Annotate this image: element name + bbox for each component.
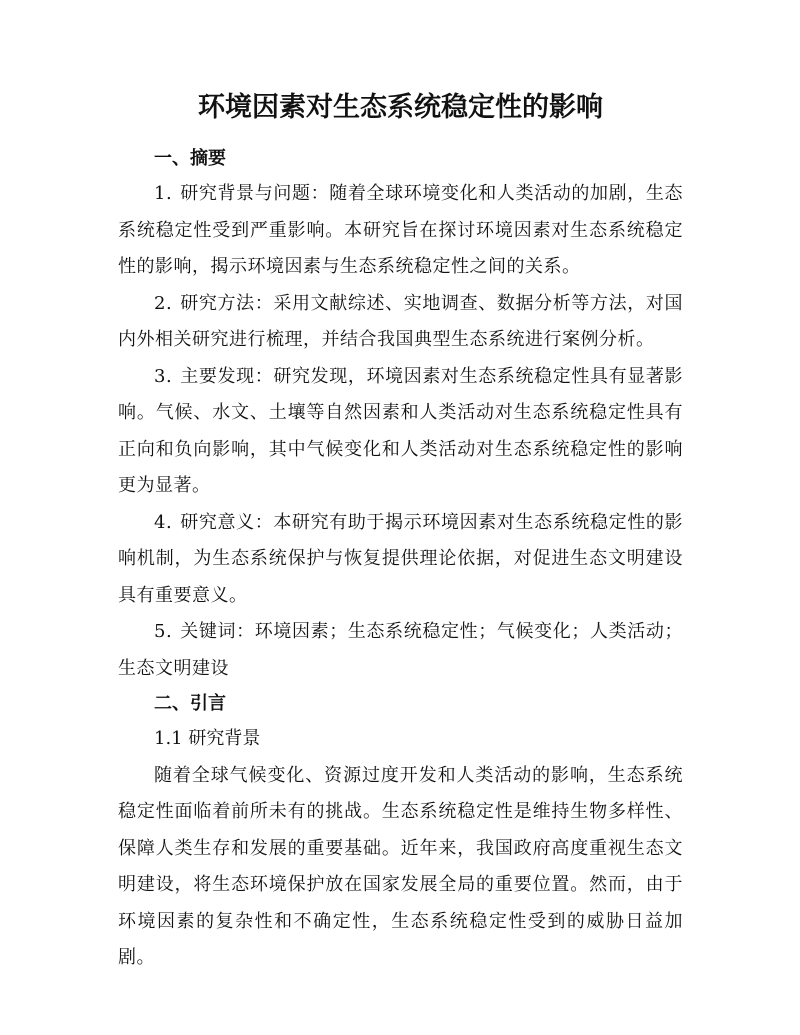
introduction-heading: 二、引言 (154, 693, 226, 714)
abstract-item-text: 关键词：环境因素；生态系统稳定性；气候变化；人类活动；生态文明建设 (118, 621, 683, 679)
abstract-item-text: 研究意义：本研究有助于揭示环境因素对生态系统稳定性的影响机制，为生态系统保护与恢复提供理论依据，对促进生态文明建设具有重要意义。 (118, 511, 683, 606)
document-title: 环境因素对生态系统稳定性的影响 (198, 92, 603, 123)
abstract-item-text: 主要发现：研究发现，环境因素对生态系统稳定性具有显著影响。气候、水文、土壤等自然因素和人类活动对生态系统稳定性具有正向和负向影响，其中气候变化和人类活动对生态系统稳定性的影响更为显著。 (118, 365, 683, 496)
abstract-item-1 (118, 176, 683, 286)
abstract-item-number: 2. (154, 292, 173, 314)
abstract-item-4 (118, 505, 683, 615)
abstract-item-2 (118, 286, 683, 359)
abstract-item-text: 研究背景与问题：随着全球环境变化和人类活动的加剧，生态系统稳定性受到严重影响。本研究旨在探讨环境因素对生态系统稳定性的影响，揭示环境因素与生态系统稳定性之间的关系。 (118, 183, 683, 277)
abstract-item-number: 5. (154, 621, 173, 642)
abstract-item-3 (118, 359, 683, 505)
abstract-heading: 一、摘要 (154, 148, 226, 169)
introduction-paragraph: 随着全球气候变化、资源过度开发和人类活动的影响，生态系统稳定性面临着前所未有的挑战。生态系统稳定性是维持生物多样性、保障人类生存和发展的重要基础。近年来，我国政府高度重视生态文明建设，将生态环境保护放在国家发展全局的重要位置。然而，由于环境因素的复杂性和不确定性，生态系统稳定性受到的威胁日益加剧。 (118, 764, 683, 968)
abstract-item-5 (118, 614, 683, 687)
abstract-item-number: 1. (154, 183, 173, 204)
abstract-item-number: 4. (154, 511, 173, 533)
abstract-item-text: 研究方法：采用文献综述、实地调查、数据分析等方法，对国内外相关研究进行梳理，并结合我国典型生态系统进行案例分析。 (118, 292, 683, 350)
subsection-heading: 1.1 研究背景 (154, 728, 261, 749)
document-page (118, 88, 683, 977)
abstract-item-number: 3. (154, 365, 173, 387)
